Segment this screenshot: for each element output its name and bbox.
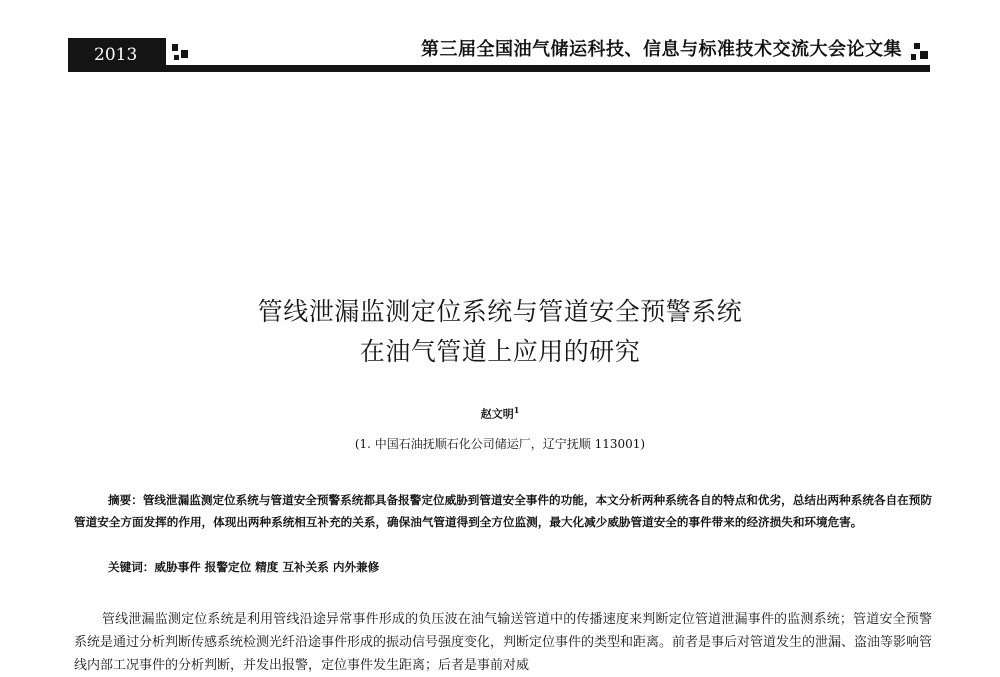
header-rule [166, 65, 930, 72]
keywords-label: 关键词： [108, 560, 155, 574]
keywords [108, 556, 379, 578]
abstract-text: 管线泄漏监测定位系统与管道安全预警系统都具备报警定位威胁到管道安全事件的功能，本文分析两种系统各自的特点和优劣，总结出两种系统各自在预防管道安全方面发挥的作用，体现出两种系统相互补充的关系，确保油气管道得到全方位监测，最大化减少威胁管道安全的事件带来的经济损失和环境危害。 [74, 493, 932, 529]
header-ornament [174, 55, 179, 60]
header-ornament [172, 44, 178, 51]
header-ornament [181, 50, 188, 58]
proceedings-title: 第三届全国油气储运科技、信息与标准技术交流大会论文集 [421, 39, 902, 60]
author-name: 赵文明 [480, 407, 514, 421]
abstract-label: 摘要： [108, 493, 143, 507]
paper-title-line-2: 在油气管道上应用的研究 [359, 337, 641, 366]
body-paragraph: 管线泄漏监测定位系统是利用管线沿途异常事件形成的负压波在油气输送管道中的传播速度来判断定位管道泄漏事件的监测系统；管道安全预警系统是通过分析判断传感系统检测光纤沿途事件形成的振动信号强度变化，判断定位事件的类型和距离。前者是事后对管道发生的泄漏、盗油等影响管线内部工况事件的分析判断，并发出报警，定位事件发生距离；后者是事前对威 [74, 612, 933, 673]
paper-title-line-1: 管线泄漏监测定位系统与管道安全预警系统 [257, 297, 743, 326]
header-ornament [911, 54, 916, 60]
author-affiliation-mark: 1 [513, 405, 520, 415]
header-ornament [920, 51, 928, 59]
abstract [74, 489, 932, 533]
header-ornament [914, 43, 920, 49]
keywords-text: 威胁事件 报警定位 精度 互补关系 内外兼修 [154, 560, 380, 574]
running-header [68, 38, 930, 72]
author-line [0, 405, 1000, 422]
affiliation: (1. 中国石油抚顺石化公司储运厂，辽宁抚顺 113001) [354, 437, 646, 451]
year-label: 2013 [68, 38, 166, 72]
